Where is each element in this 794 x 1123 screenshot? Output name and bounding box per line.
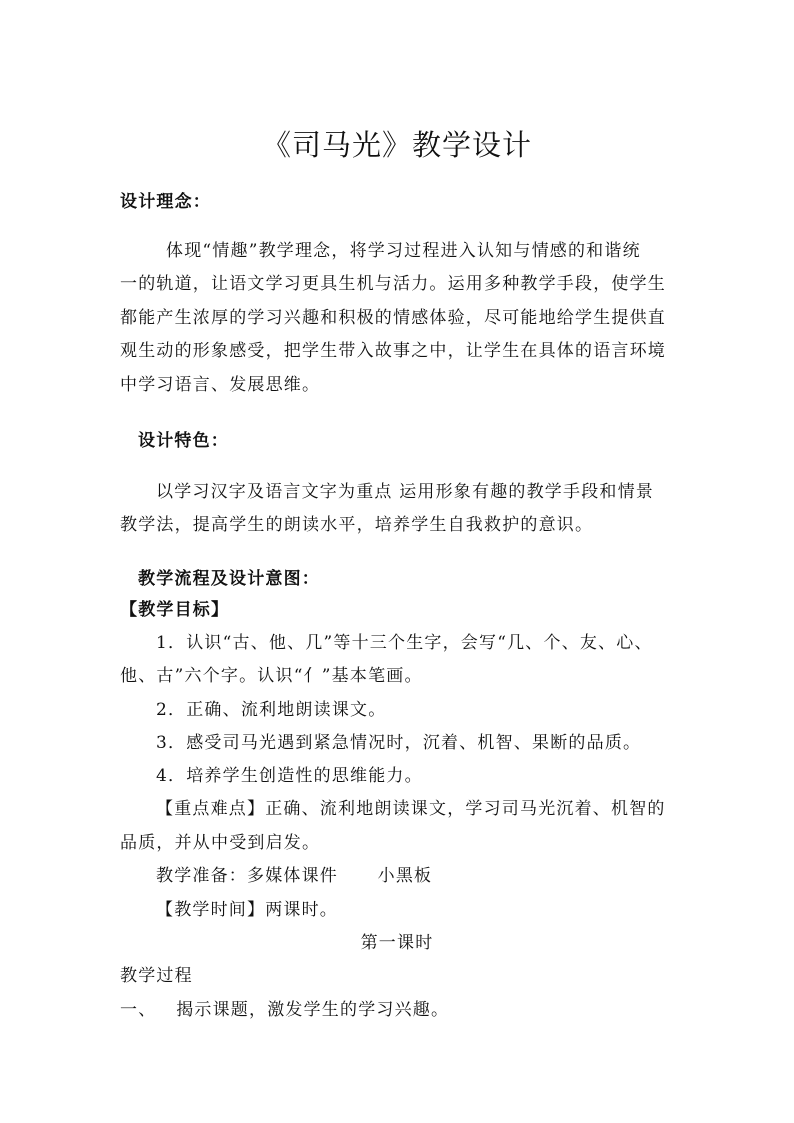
first-lesson-heading: 第一课时 [360,933,434,953]
objective-item: 2．正确、流利地朗读课文。 [156,700,387,720]
design-features-line: 以学习汉字及语言文字为重点 运用形象有趣的教学手段和情景 [156,482,655,502]
objective-item: 他、古”六个字。认识“亻”基本笔画。 [120,666,423,686]
preparation-line: 教学准备：多媒体课件 小黑板 [156,866,433,886]
document-title: 《司马光》教学设计 [261,128,532,162]
objective-item: 4．培养学生创造性的思维能力。 [156,766,423,786]
teaching-flow-heading: 教学流程及设计意图： [138,569,320,589]
design-concept-heading: 设计理念： [120,192,211,212]
design-concept-line: 体现“情趣”教学理念，将学习过程进入认知与情感的和谐统 [166,241,641,261]
design-concept-line: 一的轨道，让语文学习更具生机与活力。运用多种教学手段，使学生 [120,274,666,294]
process-step-one: 一、 揭示课题，激发学生的学习兴趣。 [120,1000,450,1020]
design-concept-line: 都能产生浓厚的学习兴趣和积极的情感体验，尽可能地给学生提供直 [120,308,666,328]
process-heading: 教学过程 [120,966,193,986]
key-points-line: 品质，并从中受到启发。 [120,833,321,853]
objective-item: 1．认识“古、他、几”等十三个生字，会写“几、个、友、心、 [156,633,653,653]
key-points-line: 【重点难点】正确、流利地朗读课文，学习司马光沉着、机智的 [156,799,666,819]
objectives-heading: 【教学目标】 [120,600,230,620]
design-features-heading: 设计特色： [138,431,229,451]
teaching-time-line: 【教学时间】两课时。 [156,900,338,920]
design-concept-line: 观生动的形象感受，把学生带入故事之中，让学生在具体的语言环境 [120,341,666,361]
design-concept-line: 中学习语言、发展思维。 [120,375,321,395]
design-features-line: 教学法，提高学生的朗读水平，培养学生自我救护的意识。 [120,515,594,535]
objective-item: 3．感受司马光遇到紧急情况时，沉着、机智、果断的品质。 [156,733,642,753]
